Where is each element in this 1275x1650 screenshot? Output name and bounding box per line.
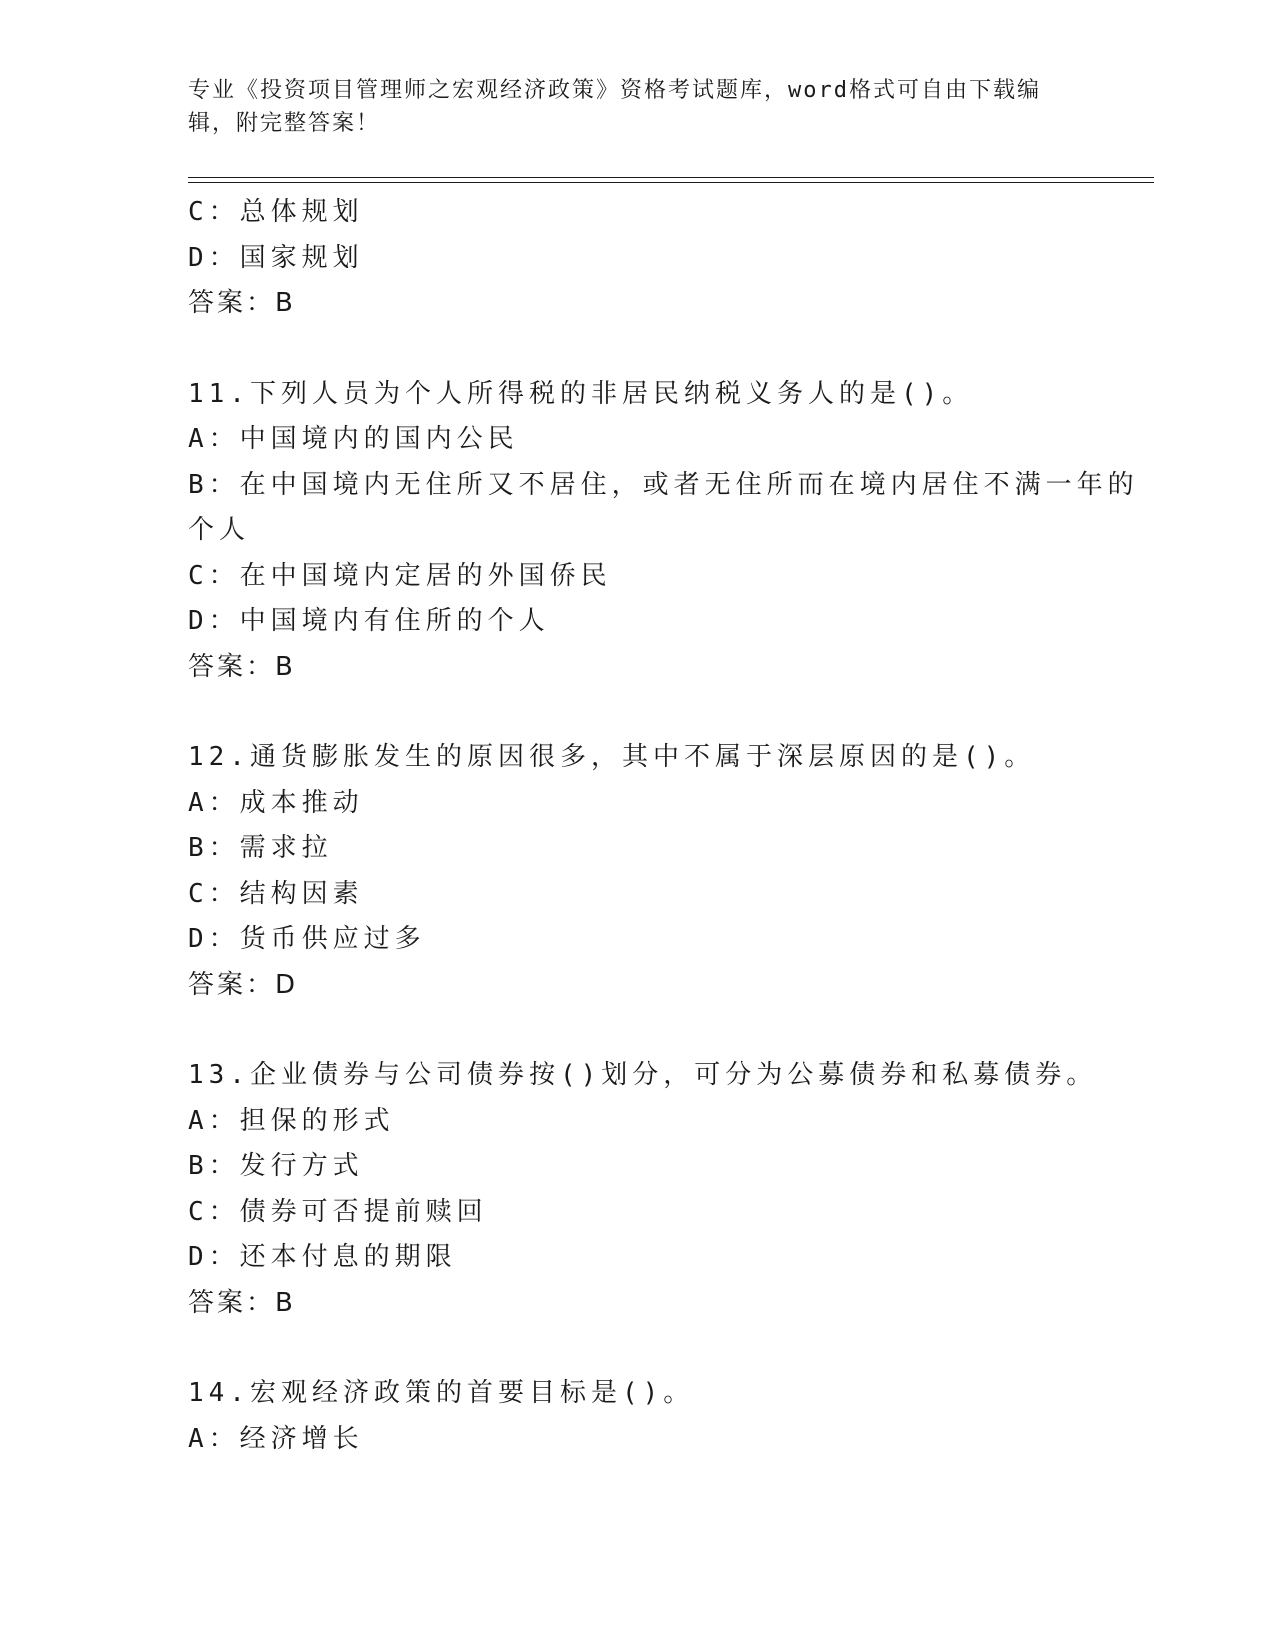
question-block-13 — [188, 1053, 1098, 1326]
option-b-continued: 个人 — [188, 515, 251, 545]
option-a: A：经济增长 — [188, 1423, 364, 1454]
answer-label: 答案：B — [188, 1287, 296, 1318]
question-block-12 — [188, 735, 1088, 1008]
option-d: D：货币供应过多 — [188, 924, 426, 954]
option-c: C：在中国境内定居的外国侨民 — [188, 560, 612, 591]
document-header — [188, 74, 1088, 140]
header-rule-bottom — [188, 182, 1154, 183]
option-c: C：总体规划 — [188, 197, 364, 227]
spacer — [188, 690, 1088, 735]
question-block-11 — [188, 372, 1139, 691]
question-block-14 — [188, 1371, 1088, 1462]
option-b: B：发行方式 — [188, 1151, 364, 1181]
option-a: A：担保的形式 — [188, 1105, 395, 1136]
option-d: D：国家规划 — [188, 242, 364, 273]
spacer — [188, 1326, 1088, 1371]
question-block-prev — [188, 190, 1088, 327]
question-text: 14.宏观经济政策的首要目标是()。 — [188, 1378, 695, 1408]
option-d: D：还本付息的期限 — [188, 1242, 457, 1272]
option-a: A：成本推动 — [188, 787, 364, 818]
question-list — [188, 190, 1139, 1462]
header-line-1: 专业《投资项目管理师之宏观经济政策》资格考试题库，word格式可自由下载编 — [188, 78, 1041, 103]
option-c: C：债券可否提前赎回 — [188, 1196, 488, 1227]
answer-label: 答案：D — [188, 969, 299, 1000]
header-rule-top — [188, 177, 1154, 178]
option-d: D：中国境内有住所的个人 — [188, 606, 550, 636]
question-text: 12.通货膨胀发生的原因很多，其中不属于深层原因的是()。 — [188, 742, 1036, 772]
option-b: B：需求拉 — [188, 833, 333, 863]
question-text: 13.企业债券与公司债券按()划分，可分为公募债券和私募债券。 — [188, 1060, 1098, 1090]
question-text: 11.下列人员为个人所得税的非居民纳税义务人的是()。 — [188, 378, 974, 409]
spacer — [188, 1008, 1088, 1053]
spacer — [188, 327, 1088, 372]
header-line-2: 辑，附完整答案！ — [188, 111, 381, 136]
answer-label: 答案：B — [188, 288, 296, 318]
option-b: B：在中国境内无住所又不居住，或者无住所而在境内居住不满一年的 — [188, 469, 1139, 500]
option-c: C：结构因素 — [188, 878, 364, 909]
answer-label: 答案：B — [188, 651, 296, 682]
option-a: A：中国境内的国内公民 — [188, 424, 519, 454]
